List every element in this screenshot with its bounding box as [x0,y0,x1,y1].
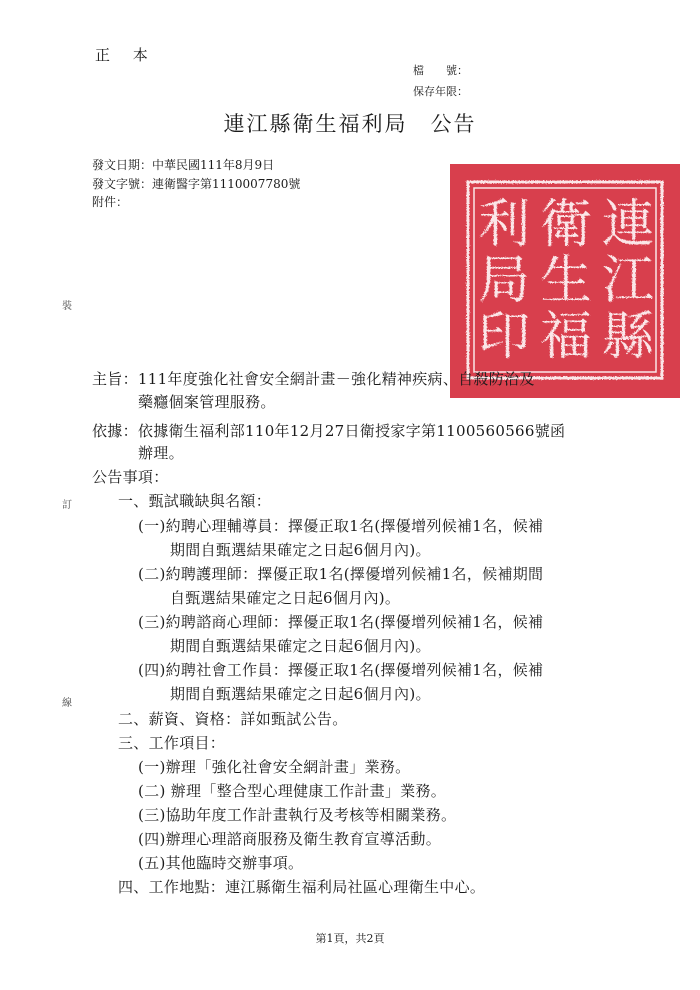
section-1-item-1-line-2: 期間自甄選結果確定之日起6個月內)。 [170,541,431,559]
section-1-heading: 一、甄試職缺與名額： [118,492,272,510]
svg-text:生: 生 [539,251,593,311]
section-3-item-4: (四)辦理心理諮商服務及衛生教育宣導活動。 [138,830,442,848]
basis-line-1: 依據：依據衛生福利部110年12月27日衛授家字第1100560566號函 [92,422,566,440]
section-1-item-3-line-2: 期間自甄選結果確定之日起6個月內)。 [170,637,431,655]
subject-line-1: 主旨：111年度強化社會安全網計畫－強化精神疾病、自殺防治及 [92,370,535,388]
section-3-item-3: (三)協助年度工作計畫執行及考核等相關業務。 [138,806,457,824]
section-2-heading: 二、薪資、資格：詳如甄試公告。 [118,710,348,728]
binding-mark-ding: 訂 [62,500,72,511]
binding-mark-zhuang: 裝 [62,301,72,312]
retention-period-label: 保存年限： [413,85,468,98]
official-seal-stamp [448,162,682,400]
svg-text:江: 江 [601,251,655,311]
archive-info [413,60,468,102]
svg-text:局: 局 [477,251,531,311]
svg-text:印: 印 [477,307,531,367]
section-1-item-4-line-1: (四)約聘社會工作員：擇優正取1名(擇優增列候補1名，候補 [138,661,544,679]
section-1-item-2-line-1: (二)約聘護理師：擇優正取1名(擇優增列候補1名，候補期間 [138,565,544,583]
binding-mark-xian: 線 [62,698,72,709]
svg-text:連: 連 [601,195,655,255]
section-1-item-2-line-2: 自甄選結果確定之日起6個月內)。 [170,589,401,607]
svg-text:福: 福 [539,307,593,367]
subject-line-2: 藥癮個案管理服務。 [138,393,276,411]
section-1-item-4-line-2: 期間自甄選結果確定之日起6個月內)。 [170,685,431,703]
issue-number: 發文字號：連衛醫字第1110007780號 [92,177,301,191]
section-3-heading: 三、工作項目： [118,734,226,752]
section-1-item-1-line-1: (一)約聘心理輔導員：擇優正取1名(擇優增列候補1名，候補 [138,517,544,535]
notice-heading: 公告事項： [92,468,169,486]
section-3-item-2: (二) 辦理「整合型心理健康工作計畫」業務。 [138,782,447,800]
basis-line-2: 辦理。 [138,444,184,462]
attachment-label: 附件： [92,195,129,209]
svg-text:衛: 衛 [539,195,593,255]
section-3-item-5: (五)其他臨時交辦事項。 [138,854,304,872]
section-4-heading: 四、工作地點：連江縣衛生福利局社區心理衛生中心。 [118,878,486,896]
issue-date: 發文日期：中華民國111年8月9日 [92,158,275,172]
file-number-label: 檔 號： [413,64,468,77]
svg-text:利: 利 [477,195,531,255]
page-number: 第1頁，共2頁 [315,932,385,945]
svg-text:縣: 縣 [601,307,655,367]
section-3-item-1: (一)辦理「強化社會安全網計畫」業務。 [138,758,411,776]
document-title: 連江縣衛生福利局 公告 [223,112,477,136]
original-copy-mark: 正 本 [95,46,157,64]
section-1-item-3-line-1: (三)約聘諮商心理師：擇優正取1名(擇優增列候補1名，候補 [138,613,544,631]
